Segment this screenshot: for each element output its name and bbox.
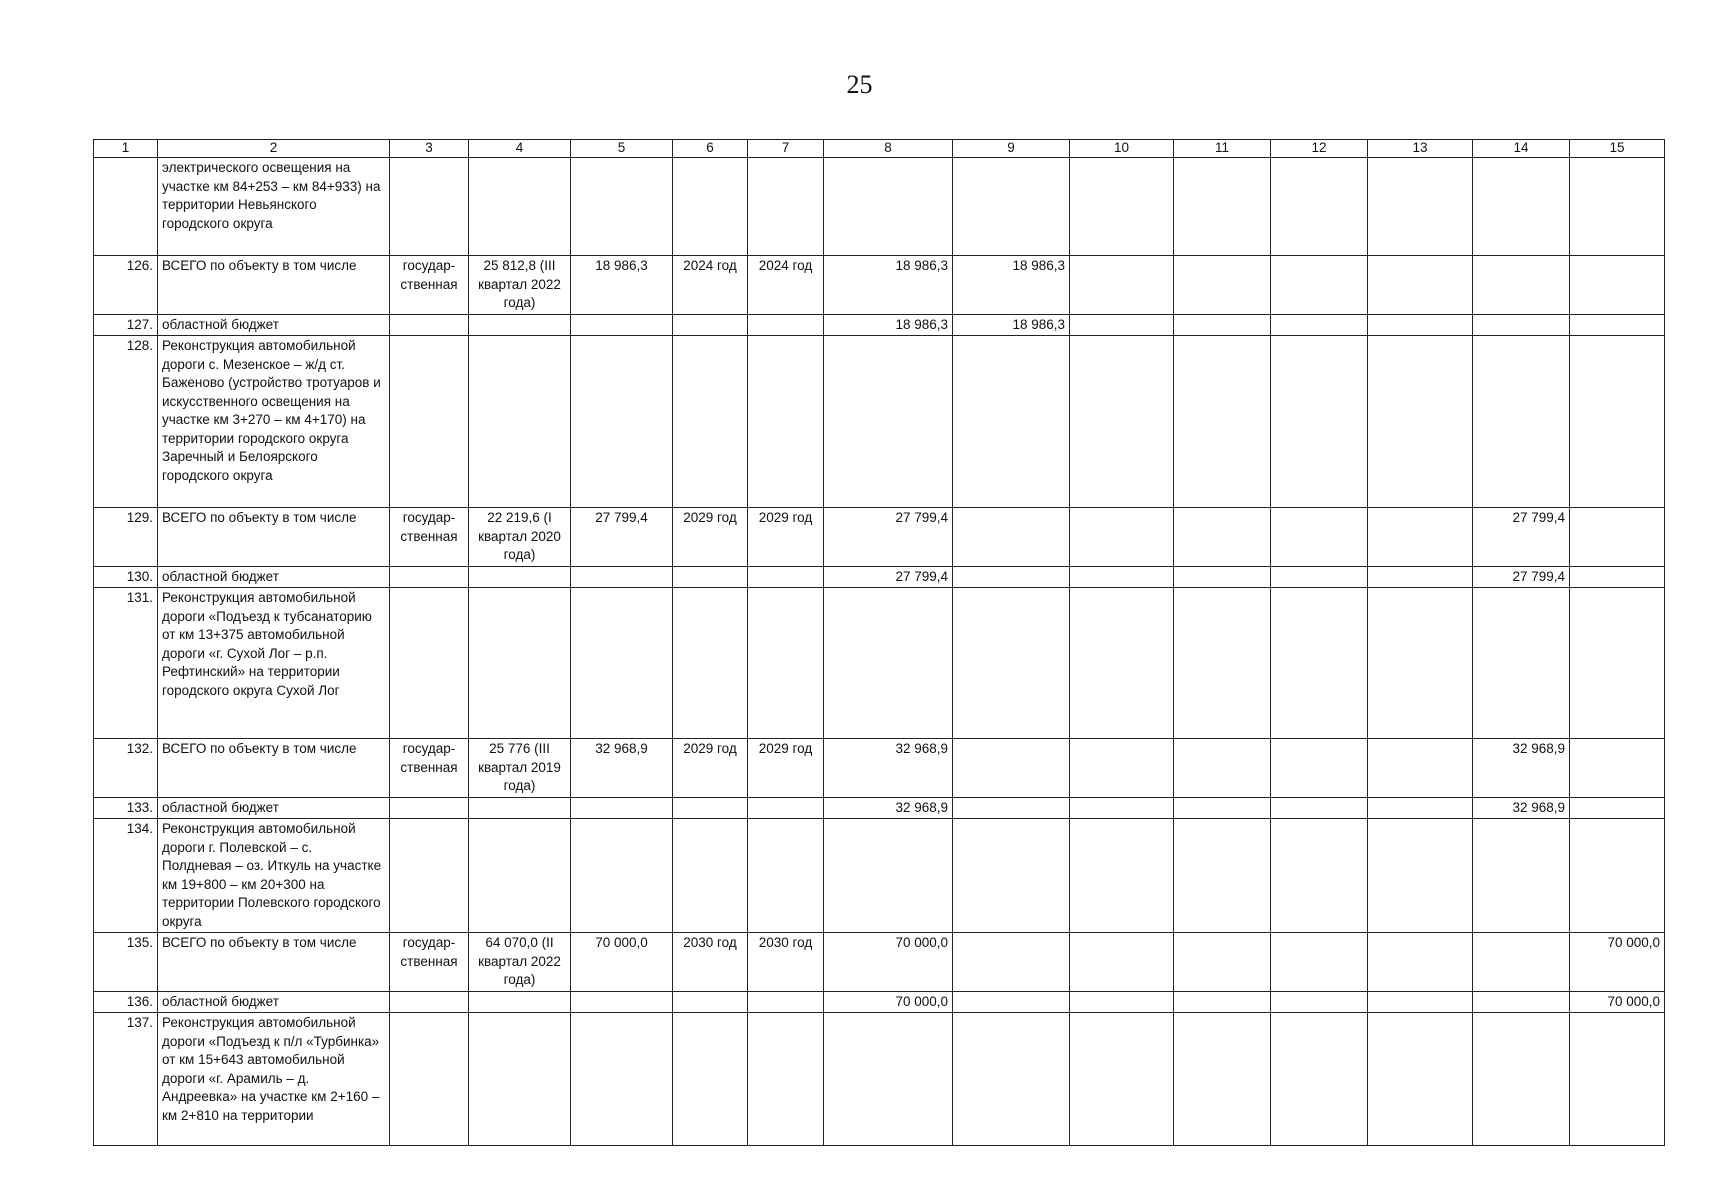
empty-cell	[1368, 336, 1473, 508]
empty-cell	[1174, 158, 1271, 256]
empty-cell	[1368, 1013, 1473, 1146]
empty-cell	[1271, 566, 1368, 588]
empty-cell	[1570, 336, 1665, 508]
column-number-7: 7	[748, 140, 824, 158]
start-year: 2024 год	[673, 256, 748, 315]
row-description: ВСЕГО по объекту в том числе	[158, 256, 390, 315]
row-number: 126.	[94, 256, 158, 315]
value-col-8: 18 986,3	[824, 314, 953, 336]
ownership-form: государ-ственная	[390, 508, 469, 567]
empty-cell	[824, 1013, 953, 1146]
table-row	[94, 1013, 1665, 1146]
empty-cell	[1271, 588, 1368, 739]
column-number-9: 9	[953, 140, 1070, 158]
row-description: Реконструкция автомобильной дороги «Подъезд к п/л «Турбинка» от км 15+643 автомобильной дороги «г. Арамиль – д. Андреевка» на участке км 2+160 – км 2+810 на территории	[158, 1013, 390, 1146]
end-year: 2030 год	[748, 933, 824, 992]
empty-cell	[571, 1013, 673, 1146]
empty-cell	[1174, 991, 1271, 1013]
empty-cell	[1368, 819, 1473, 933]
row-description: ВСЕГО по объекту в том числе	[158, 508, 390, 567]
value-col-9: 18 986,3	[953, 256, 1070, 315]
column-number-6: 6	[673, 140, 748, 158]
empty-cell	[673, 158, 748, 256]
empty-cell	[673, 819, 748, 933]
empty-cell	[1368, 933, 1473, 992]
empty-cell	[1271, 933, 1368, 992]
empty-cell	[673, 588, 748, 739]
total-cost: 27 799,4	[571, 508, 673, 567]
row-description: областной бюджет	[158, 566, 390, 588]
value-col-15	[1570, 797, 1665, 819]
empty-cell	[469, 336, 571, 508]
value-col-14	[1473, 991, 1570, 1013]
empty-cell	[748, 336, 824, 508]
empty-cell	[1174, 256, 1271, 315]
ownership-form: государ-ственная	[390, 739, 469, 798]
table-row	[94, 158, 1665, 256]
value-col-8: 27 799,4	[824, 566, 953, 588]
value-col-14: 27 799,4	[1473, 566, 1570, 588]
empty-cell	[1070, 819, 1174, 933]
table-row	[94, 933, 1665, 992]
empty-cell	[1271, 314, 1368, 336]
row-description: областной бюджет	[158, 991, 390, 1013]
empty-cell	[571, 588, 673, 739]
row-number: 136.	[94, 991, 158, 1013]
empty-cell	[1473, 158, 1570, 256]
value-col-15	[1570, 566, 1665, 588]
value-col-8: 70 000,0	[824, 933, 953, 992]
table-row	[94, 256, 1665, 315]
empty-cell	[748, 566, 824, 588]
empty-cell	[1070, 588, 1174, 739]
table-row	[94, 588, 1665, 739]
empty-cell	[1070, 508, 1174, 567]
table-row	[94, 566, 1665, 588]
page-number: 25	[846, 70, 873, 99]
empty-cell	[953, 588, 1070, 739]
row-number: 129.	[94, 508, 158, 567]
empty-cell	[1174, 508, 1271, 567]
empty-cell	[1070, 933, 1174, 992]
value-col-9: 18 986,3	[953, 314, 1070, 336]
empty-cell	[748, 314, 824, 336]
empty-cell	[1070, 1013, 1174, 1146]
empty-cell	[390, 1013, 469, 1146]
capacity-estimate: 22 219,6 (I квартал 2020 года)	[469, 508, 571, 567]
empty-cell	[469, 819, 571, 933]
column-number-11: 11	[1174, 140, 1271, 158]
row-number: 131.	[94, 588, 158, 739]
empty-cell	[469, 797, 571, 819]
value-col-9	[953, 991, 1070, 1013]
row-number: 127.	[94, 314, 158, 336]
empty-cell	[1070, 336, 1174, 508]
column-number-15: 15	[1570, 140, 1665, 158]
column-number-4: 4	[469, 140, 571, 158]
empty-cell	[1271, 797, 1368, 819]
row-number: 134.	[94, 819, 158, 933]
row-description: Реконструкция автомобильной дороги «Подъезд к тубсанаторию от км 13+375 автомобильной дороги «г. Сухой Лог – р.п. Рефтинский» на территории городского округа Сухой Лог	[158, 588, 390, 739]
empty-cell	[469, 1013, 571, 1146]
capacity-estimate: 64 070,0 (II квартал 2022 года)	[469, 933, 571, 992]
investment-table	[93, 139, 1665, 1146]
row-description: электрического освещения на участке км 84+253 – км 84+933) на территории Невьянского городского округа	[158, 158, 390, 256]
empty-cell	[390, 158, 469, 256]
column-number-8: 8	[824, 140, 953, 158]
empty-cell	[1174, 819, 1271, 933]
row-description: областной бюджет	[158, 797, 390, 819]
empty-cell	[1174, 933, 1271, 992]
empty-cell	[571, 991, 673, 1013]
start-year: 2029 год	[673, 508, 748, 567]
empty-cell	[1271, 819, 1368, 933]
empty-cell	[1271, 336, 1368, 508]
value-col-15	[1570, 739, 1665, 798]
value-col-9	[953, 739, 1070, 798]
row-description: ВСЕГО по объекту в том числе	[158, 739, 390, 798]
row-description: ВСЕГО по объекту в том числе	[158, 933, 390, 992]
empty-cell	[953, 1013, 1070, 1146]
empty-cell	[469, 588, 571, 739]
empty-cell	[1368, 588, 1473, 739]
empty-cell	[1368, 256, 1473, 315]
column-number-3: 3	[390, 140, 469, 158]
start-year: 2030 год	[673, 933, 748, 992]
empty-cell	[1271, 256, 1368, 315]
empty-cell	[571, 566, 673, 588]
empty-cell	[1368, 508, 1473, 567]
column-number-14: 14	[1473, 140, 1570, 158]
empty-cell	[390, 314, 469, 336]
ownership-form: государ-ственная	[390, 256, 469, 315]
empty-cell	[1473, 1013, 1570, 1146]
value-col-8: 18 986,3	[824, 256, 953, 315]
empty-cell	[390, 336, 469, 508]
empty-cell	[1070, 739, 1174, 798]
empty-cell	[1174, 797, 1271, 819]
empty-cell	[571, 819, 673, 933]
empty-cell	[1070, 566, 1174, 588]
empty-cell	[673, 336, 748, 508]
value-col-14	[1473, 933, 1570, 992]
table-header	[94, 140, 1665, 158]
empty-cell	[673, 1013, 748, 1146]
table-body	[94, 158, 1665, 1146]
value-col-9	[953, 508, 1070, 567]
empty-cell	[1070, 797, 1174, 819]
empty-cell	[824, 588, 953, 739]
empty-cell	[390, 588, 469, 739]
empty-cell	[1271, 739, 1368, 798]
empty-cell	[1174, 588, 1271, 739]
value-col-15	[1570, 314, 1665, 336]
empty-cell	[469, 566, 571, 588]
empty-cell	[1570, 588, 1665, 739]
value-col-15: 70 000,0	[1570, 933, 1665, 992]
empty-cell	[748, 819, 824, 933]
end-year: 2029 год	[748, 508, 824, 567]
row-number	[94, 158, 158, 256]
empty-cell	[748, 158, 824, 256]
empty-cell	[1070, 991, 1174, 1013]
row-description: Реконструкция автомобильной дороги с. Мезенское – ж/д ст. Баженово (устройство тротуаров и искусственного освещения на участке км 3+270 – км 4+170) на территории городского округа Заречный и Белоярского городского округа	[158, 336, 390, 508]
empty-cell	[673, 797, 748, 819]
empty-cell	[824, 336, 953, 508]
empty-cell	[1271, 991, 1368, 1013]
column-number-10: 10	[1070, 140, 1174, 158]
table-row	[94, 797, 1665, 819]
empty-cell	[1473, 336, 1570, 508]
total-cost: 70 000,0	[571, 933, 673, 992]
column-number-12: 12	[1271, 140, 1368, 158]
empty-cell	[1368, 797, 1473, 819]
empty-cell	[571, 336, 673, 508]
empty-cell	[953, 819, 1070, 933]
empty-cell	[748, 991, 824, 1013]
empty-cell	[953, 336, 1070, 508]
row-number: 128.	[94, 336, 158, 508]
empty-cell	[953, 158, 1070, 256]
table-row	[94, 336, 1665, 508]
capacity-estimate: 25 812,8 (III квартал 2022 года)	[469, 256, 571, 315]
value-col-15	[1570, 256, 1665, 315]
empty-cell	[390, 991, 469, 1013]
value-col-15	[1570, 508, 1665, 567]
table-row	[94, 508, 1665, 567]
column-number-2: 2	[158, 140, 390, 158]
column-number-13: 13	[1368, 140, 1473, 158]
value-col-14: 32 968,9	[1473, 739, 1570, 798]
empty-cell	[1570, 819, 1665, 933]
column-number-row	[94, 140, 1665, 158]
end-year: 2029 год	[748, 739, 824, 798]
empty-cell	[1174, 739, 1271, 798]
table-row	[94, 819, 1665, 933]
value-col-9	[953, 566, 1070, 588]
empty-cell	[1174, 566, 1271, 588]
value-col-14	[1473, 314, 1570, 336]
value-col-8: 32 968,9	[824, 739, 953, 798]
total-cost: 18 986,3	[571, 256, 673, 315]
row-number: 130.	[94, 566, 158, 588]
value-col-8: 27 799,4	[824, 508, 953, 567]
table-row	[94, 991, 1665, 1013]
value-col-9	[953, 797, 1070, 819]
row-number: 133.	[94, 797, 158, 819]
empty-cell	[469, 158, 571, 256]
empty-cell	[469, 991, 571, 1013]
empty-cell	[571, 158, 673, 256]
empty-cell	[390, 797, 469, 819]
empty-cell	[390, 819, 469, 933]
capacity-estimate: 25 776 (III квартал 2019 года)	[469, 739, 571, 798]
empty-cell	[1473, 819, 1570, 933]
value-col-8: 70 000,0	[824, 991, 953, 1013]
empty-cell	[1570, 158, 1665, 256]
empty-cell	[571, 797, 673, 819]
empty-cell	[748, 588, 824, 739]
empty-cell	[1070, 256, 1174, 315]
empty-cell	[673, 566, 748, 588]
empty-cell	[673, 991, 748, 1013]
row-number: 135.	[94, 933, 158, 992]
value-col-14	[1473, 256, 1570, 315]
empty-cell	[673, 314, 748, 336]
empty-cell	[1174, 1013, 1271, 1146]
empty-cell	[824, 158, 953, 256]
row-description: областной бюджет	[158, 314, 390, 336]
empty-cell	[748, 797, 824, 819]
ownership-form: государ-ственная	[390, 933, 469, 992]
value-col-14: 27 799,4	[1473, 508, 1570, 567]
row-number: 137.	[94, 1013, 158, 1146]
empty-cell	[748, 1013, 824, 1146]
empty-cell	[1174, 314, 1271, 336]
column-number-1: 1	[94, 140, 158, 158]
value-col-15: 70 000,0	[1570, 991, 1665, 1013]
empty-cell	[1570, 1013, 1665, 1146]
empty-cell	[1368, 991, 1473, 1013]
empty-cell	[1070, 158, 1174, 256]
empty-cell	[824, 819, 953, 933]
empty-cell	[1174, 336, 1271, 508]
table-row	[94, 314, 1665, 336]
empty-cell	[1271, 508, 1368, 567]
empty-cell	[1271, 158, 1368, 256]
empty-cell	[390, 566, 469, 588]
empty-cell	[1271, 1013, 1368, 1146]
value-col-8: 32 968,9	[824, 797, 953, 819]
empty-cell	[1473, 588, 1570, 739]
empty-cell	[1070, 314, 1174, 336]
empty-cell	[1368, 158, 1473, 256]
column-number-5: 5	[571, 140, 673, 158]
value-col-9	[953, 933, 1070, 992]
table-row	[94, 739, 1665, 798]
empty-cell	[1368, 739, 1473, 798]
total-cost: 32 968,9	[571, 739, 673, 798]
row-description: Реконструкция автомобильной дороги г. Полевской – с. Полдневая – оз. Иткуль на участке км 19+800 – км 20+300 на территории Полевского городского округа	[158, 819, 390, 933]
value-col-14: 32 968,9	[1473, 797, 1570, 819]
empty-cell	[1368, 566, 1473, 588]
start-year: 2029 год	[673, 739, 748, 798]
empty-cell	[1368, 314, 1473, 336]
row-number: 132.	[94, 739, 158, 798]
empty-cell	[469, 314, 571, 336]
end-year: 2024 год	[748, 256, 824, 315]
empty-cell	[571, 314, 673, 336]
